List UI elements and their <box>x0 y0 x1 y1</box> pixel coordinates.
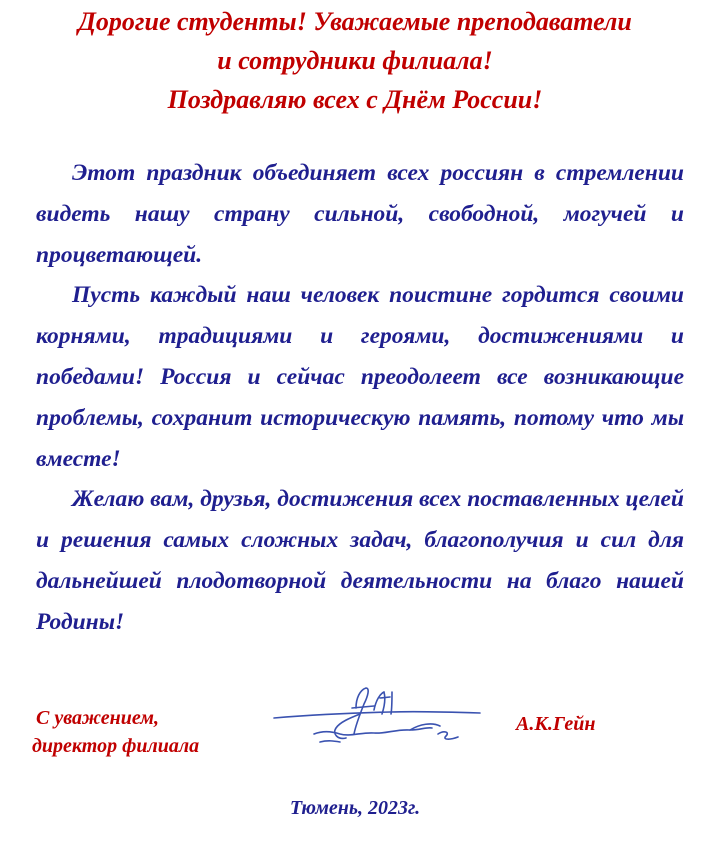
signer-name: А.К.Гейн <box>516 713 596 735</box>
closing-title: директор филиала <box>32 735 200 757</box>
greeting-heading <box>0 2 710 119</box>
paragraph-2: Пусть каждый наш человек поистине гордится своими корнями, традициями и героями, достижениями и победами! Россия и сейчас преодолеет все возникающие проблемы, сохранит историческую память, потому что мы вместе! <box>36 282 684 472</box>
paragraph-1: Этот праздник объединяет всех россиян в стремлении видеть нашу страну сильной, свободной, могучей и процветающей. <box>36 160 684 268</box>
place-date: Тюмень, 2023г. <box>289 797 421 819</box>
letter-body <box>36 153 684 643</box>
closing-block <box>32 704 199 760</box>
greeting-line-3: Поздравляю всех с Днём России! <box>167 85 543 114</box>
paragraph-3: Желаю вам, друзья, достижения всех поставленных целей и решения самых сложных задач, благополучия и сил для дальнейшей плодотворной деятельности на благо нашей Родины! <box>36 486 684 635</box>
greeting-line-2: и сотрудники филиала! <box>217 46 493 75</box>
signature-image <box>270 682 482 754</box>
closing-regards: С уважением, <box>36 707 159 729</box>
greeting-line-1: Дорогие студенты! Уважаемые преподаватели <box>78 7 632 36</box>
